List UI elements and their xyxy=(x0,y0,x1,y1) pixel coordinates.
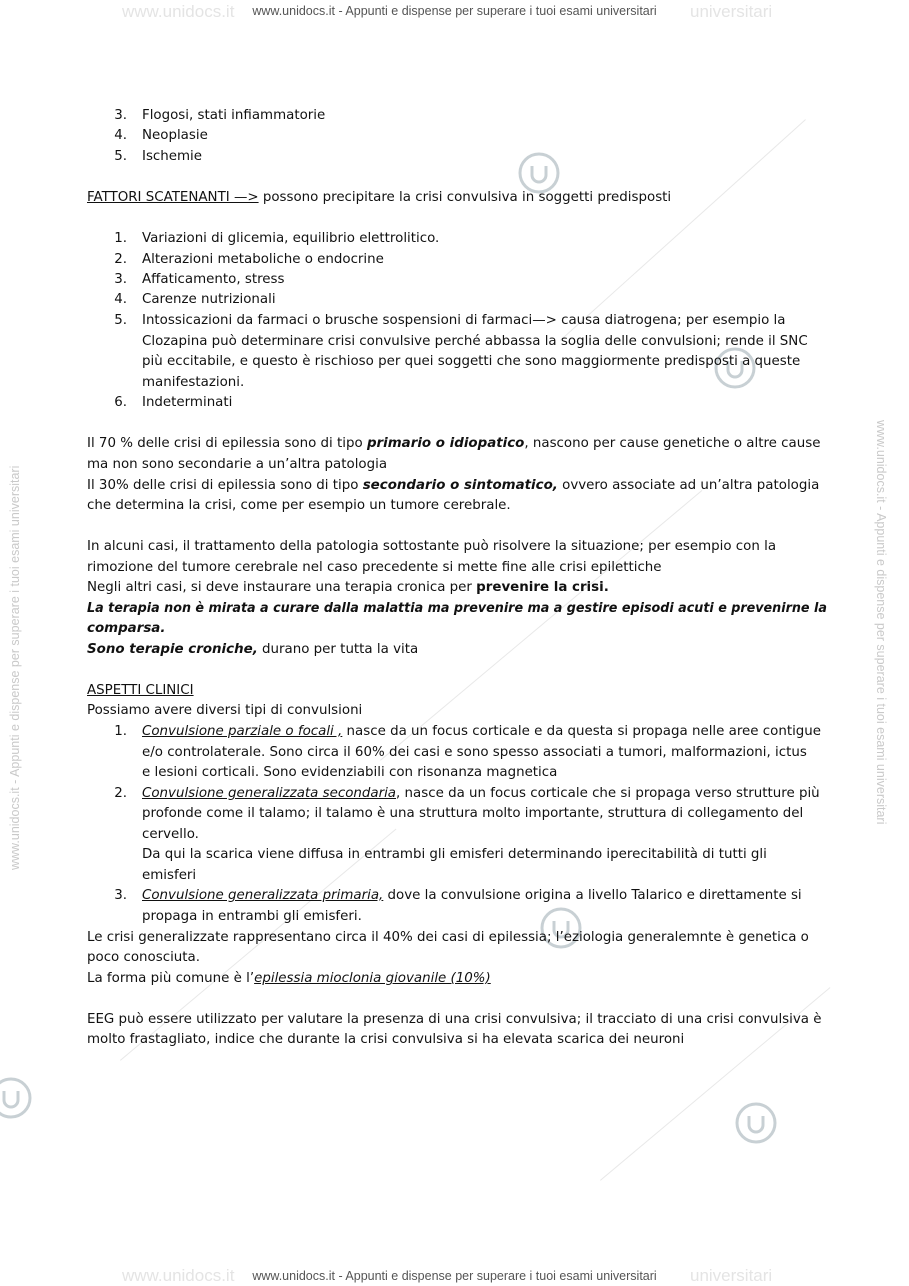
paragraph-line: EEG può essere utilizzato per valutare la presenza di una crisi convulsiva; il tracciato di una crisi convulsiva è xyxy=(87,1012,822,1027)
paragraph-line: Le crisi generalizzate rappresentano circa il 40% dei casi di epilessia; l’eziologia generalemnte è genetica o xyxy=(87,930,809,945)
paragraph-line: In alcuni casi, il trattamento della patologia sottostante può risolvere la situazione; per esempio con la xyxy=(87,539,777,554)
paragraph-line: rimozione del tumore cerebrale nel caso precedente si mette fine alle crisi epilettiche xyxy=(87,560,662,575)
unidocs-logo-icon xyxy=(0,1075,34,1121)
paragraph-line: La terapia non è mirata a curare dalla malattia ma prevenire ma a gestire episodi acuti e prevenirne la xyxy=(87,601,827,616)
paragraph-line: Il 30% delle crisi di epilessia sono di tipo secondario o sintomatico, ovvero associate ad un’altra patologia xyxy=(87,478,820,493)
paragraph-line: molto frastagliato, indice che durante la crisi convulsiva si ha elevata scarica dei neuroni xyxy=(87,1032,685,1047)
watermark-diagonal-line xyxy=(380,490,702,761)
paragraph-line: ma non sono secondarie a un’altra patologia xyxy=(87,457,388,472)
paragraph-line: Possiamo avere diversi tipi di convulsioni xyxy=(87,703,363,718)
paragraph-line: Il 70 % delle crisi di epilessia sono di tipo primario o idiopatico, nascono per cause genetiche o altre cause xyxy=(87,436,821,451)
paragraph-line: La forma più comune è l’epilessia mioclonia giovanile (10%) xyxy=(87,971,491,986)
page-header: www.unidocs.it - Appunti e dispense per superare i tuoi esami universitari xyxy=(252,4,657,18)
section-heading: FATTORI SCATENANTI —> xyxy=(87,190,259,205)
watermark-vertical-text: www.unidocs.it - Appunti e dispense per superare i tuoi esami universitari xyxy=(8,465,22,870)
paragraph-line: che determina la crisi, come per esempio un tumore cerebrale. xyxy=(87,498,511,513)
paragraph-line: poco conosciuta. xyxy=(87,950,200,965)
section-heading: ASPETTI CLINICI xyxy=(87,683,194,698)
paragraph-line: comparsa. xyxy=(87,621,166,636)
watermark-ghost-text: universitari xyxy=(690,2,773,21)
watermark-ghost-text: www.unidocs.it xyxy=(122,1266,235,1285)
section-fattori-scatenanti: FATTORI SCATENANTI —> possono precipitare la crisi convulsiva in soggetti predisposti xyxy=(87,190,672,205)
unidocs-logo-icon xyxy=(733,1100,779,1146)
page-footer: www.unidocs.it - Appunti e dispense per superare i tuoi esami universitari xyxy=(252,1269,657,1283)
paragraph-line: Negli altri casi, si deve instaurare una terapia cronica per prevenire la crisi. xyxy=(87,580,609,595)
paragraph-line: Sono terapie croniche, durano per tutta la vita xyxy=(87,642,419,657)
watermark-ghost-text: www.unidocs.it xyxy=(122,2,235,21)
watermark-ghost-text: universitari xyxy=(690,1266,773,1285)
watermark-diagonal-line xyxy=(560,119,806,341)
watermark-vertical-text: www.unidocs.it - Appunti e dispense per superare i tuoi esami universitari xyxy=(874,420,888,825)
